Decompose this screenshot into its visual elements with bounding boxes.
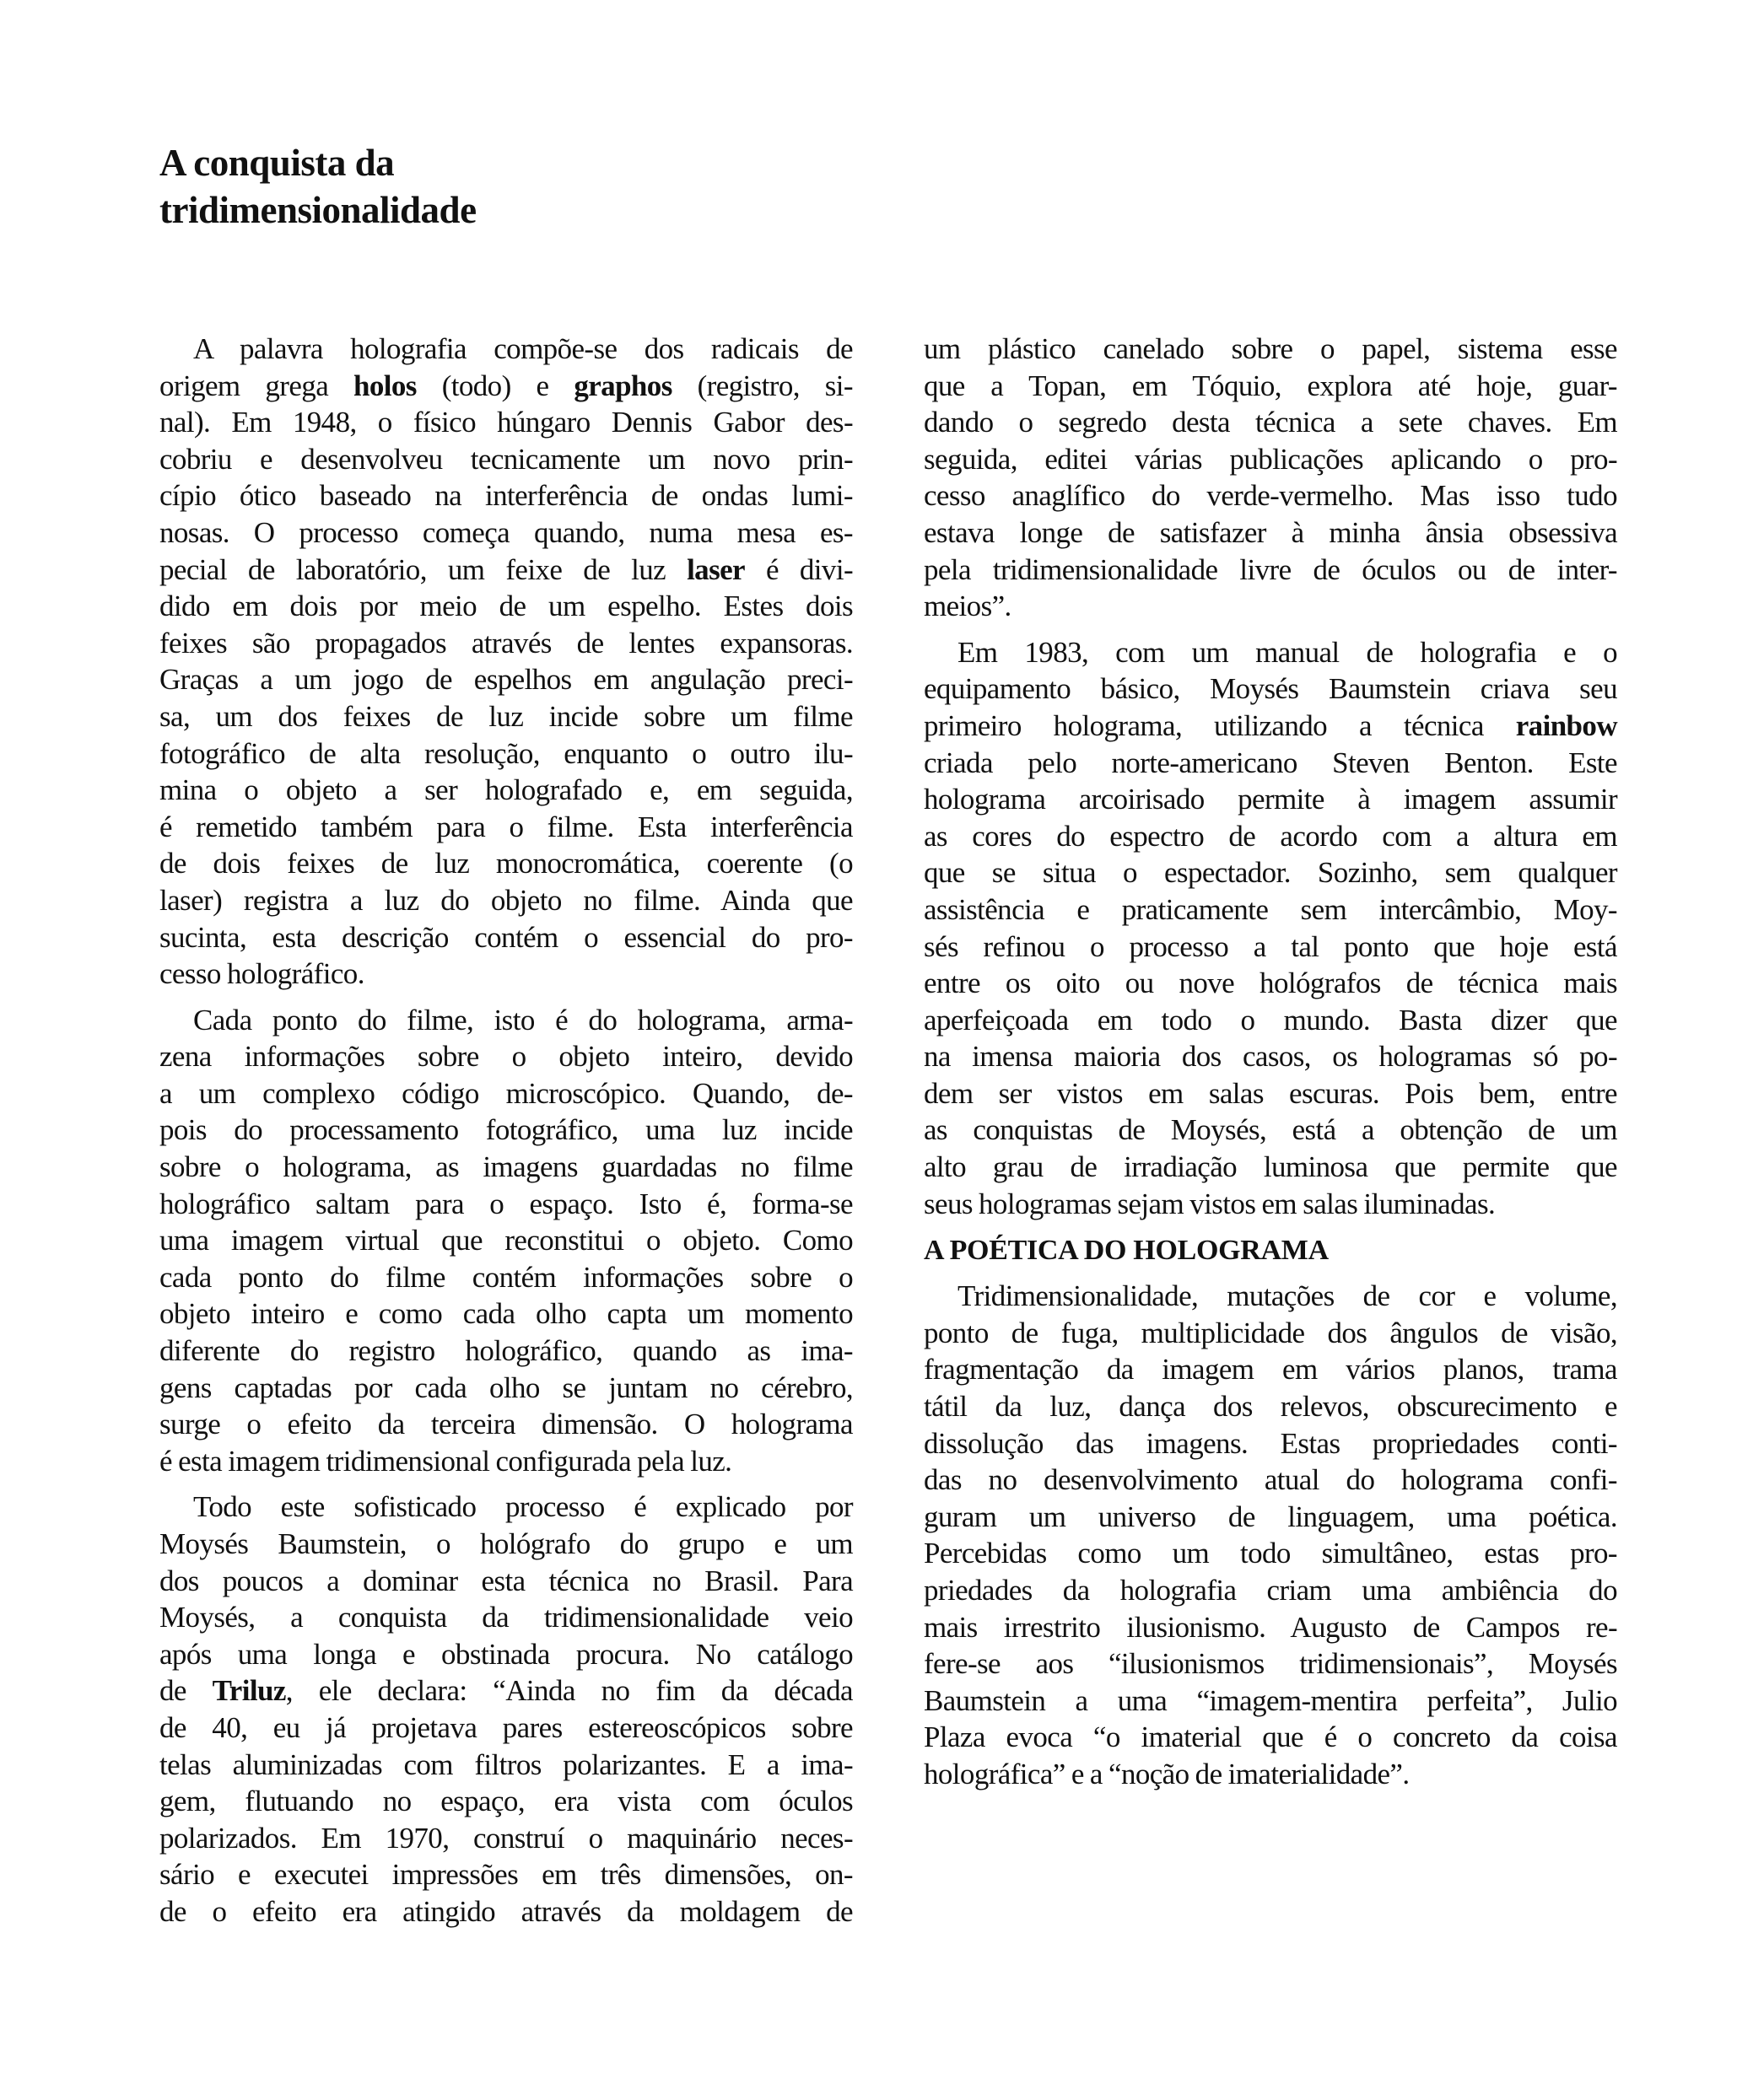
- text-line: Cada ponto do filme, isto é do holograma, arma-: [193, 1003, 853, 1037]
- text-line: sés refinou o processo a tal ponto que hoje está: [924, 929, 1617, 963]
- text-line: uma imagem virtual que reconstitui o objeto. Como: [159, 1224, 853, 1257]
- bold-term: Triluz: [212, 1674, 286, 1708]
- text-line: origem grega holos (todo) e graphos (registro, si-: [159, 369, 853, 402]
- text-line: diferente do registro holográfico, quando as ima-: [159, 1334, 853, 1368]
- text-line: feixes são propagados através de lentes expansoras.: [159, 626, 853, 660]
- text-line: Baumstein a uma “imagem-mentira perfeita”, Julio: [924, 1683, 1617, 1717]
- text-line: dido em dois por meio de um espelho. Estes dois: [159, 590, 853, 623]
- bold-term: rainbow: [1515, 708, 1617, 742]
- text-line: de o efeito era atingido através da moldagem de: [159, 1894, 853, 1928]
- text-line: mina o objeto a ser holografado e, em seguida,: [159, 773, 853, 807]
- text-line: aperfeiçoada em todo o mundo. Basta dizer que: [924, 1003, 1617, 1037]
- text-line: Graças a um jogo de espelhos em angulação preci-: [159, 663, 853, 697]
- text-line: telas aluminizadas com filtros polarizantes. E a ima-: [159, 1747, 853, 1781]
- text-line: objeto inteiro e como cada olho capta um momento: [159, 1297, 853, 1331]
- article-title: [159, 139, 477, 234]
- text-line: a um complexo código microscópico. Quando, de-: [159, 1076, 853, 1110]
- text-line: Percebidas como um todo simultâneo, estas pro-: [924, 1537, 1617, 1570]
- text-line: gem, flutuando no espaço, era vista com óculos: [159, 1785, 853, 1818]
- left-column: [159, 331, 853, 1940]
- text-line: as conquistas de Moysés, está a obtenção de um: [924, 1113, 1617, 1147]
- text-line: pois do processamento fotográfico, uma luz incide: [159, 1113, 853, 1147]
- text-line: nal). Em 1948, o físico húngaro Dennis Gabor des-: [159, 406, 853, 439]
- text-line: Todo este sofisticado processo é explicado por: [193, 1490, 853, 1524]
- text-line: fere-se aos “ilusionismos tridimensionais”, Moysés: [924, 1647, 1617, 1681]
- text-line: estava longe de satisfazer à minha ânsia obsessiva: [924, 515, 1617, 549]
- text-line: fragmentação da imagem em vários planos, trama: [924, 1353, 1617, 1387]
- text-line: de 40, eu já projetava pares estereoscópicos sobre: [159, 1710, 853, 1744]
- text-line: dem ser vistos em salas escuras. Pois bem, entre: [924, 1076, 1617, 1110]
- text-line: mais irrestrito ilusionismo. Augusto de Campos re-: [924, 1610, 1617, 1644]
- text-line: holograma arcoirisado permite à imagem assumir: [924, 783, 1617, 816]
- text-line: guram um universo de linguagem, uma poética.: [924, 1500, 1617, 1533]
- text-line: cobriu e desenvolveu tecnicamente um novo prin-: [159, 442, 853, 476]
- text-line: alto grau de irradiação luminosa que permite que: [924, 1150, 1617, 1184]
- body-paragraph: [159, 331, 853, 993]
- text-line: Moysés Baumstein, o hológrafo do grupo e um: [159, 1527, 853, 1560]
- text-line: após uma longa e obstinada procura. No catálogo: [159, 1637, 853, 1671]
- text-line: holográfica” e a “noção de imaterialidade”.: [924, 1757, 1410, 1790]
- section-heading: A POÉTICA DO HOLOGRAMA: [924, 1235, 1329, 1267]
- text-line: zena informações sobre o objeto inteiro, devido: [159, 1040, 853, 1074]
- body-paragraph: [159, 1489, 853, 1930]
- text-line: as cores do espectro de acordo com a altura em: [924, 819, 1617, 853]
- text-line: sário e executei impressões em três dimensões, on-: [159, 1858, 853, 1892]
- text-line: das no desenvolvimento atual do holograma confi-: [924, 1463, 1617, 1497]
- text-line: criada pelo norte-americano Steven Benton. Este: [924, 746, 1617, 779]
- text-line: na imensa maioria dos casos, os hologramas só po-: [924, 1040, 1617, 1074]
- text-line: Em 1983, com um manual de holografia e o: [957, 635, 1617, 669]
- text-line: meios”.: [924, 590, 1011, 623]
- text-line: é remetido também para o filme. Esta interferência: [159, 810, 853, 843]
- text-line: sobre o holograma, as imagens guardadas no filme: [159, 1150, 853, 1184]
- text-line: seus hologramas sejam vistos em salas iluminadas.: [924, 1187, 1496, 1220]
- text-line: polarizados. Em 1970, construí o maquinário neces-: [159, 1821, 853, 1855]
- text-line: gens captadas por cada olho se juntam no cérebro,: [159, 1370, 853, 1404]
- body-paragraph: [924, 634, 1617, 1223]
- text-line: surge o efeito da terceira dimensão. O holograma: [159, 1408, 853, 1441]
- text-line: fotográfico de alta resolução, enquanto o outro ilu-: [159, 736, 853, 770]
- bold-term: laser: [687, 552, 745, 586]
- right-column: [924, 331, 1617, 1802]
- text-line: assistência e praticamente sem intercâmbio, Moy-: [924, 892, 1617, 926]
- text-line: nosas. O processo começa quando, numa mesa es-: [159, 515, 853, 549]
- body-paragraph: [924, 1278, 1617, 1792]
- text-line: dissolução das imagens. Estas propriedades conti-: [924, 1426, 1617, 1460]
- text-line: Plaza evoca “o imaterial que é o concreto da coisa: [924, 1720, 1617, 1754]
- article-title-line-1: A conquista da: [159, 142, 395, 184]
- bold-term: holos: [353, 369, 417, 402]
- body-paragraph: [159, 1002, 853, 1480]
- text-line: pela tridimensionalidade livre de óculos ou de inter-: [924, 552, 1617, 586]
- text-line: A palavra holografia compõe-se dos radicais de: [193, 332, 853, 365]
- text-line: holográfico saltam para o espaço. Isto é, forma-se: [159, 1187, 853, 1220]
- body-paragraph: [924, 331, 1617, 625]
- text-line: laser) registra a luz do objeto no filme. Ainda que: [159, 883, 853, 917]
- text-line: de Triluz, ele declara: “Ainda no fim da década: [159, 1674, 853, 1708]
- text-line: seguida, editei várias publicações aplicando o pro-: [924, 442, 1617, 476]
- text-line: sa, um dos feixes de luz incide sobre um filme: [159, 699, 853, 733]
- text-line: que se situa o espectador. Sozinho, sem qualquer: [924, 856, 1617, 890]
- text-line: de dois feixes de luz monocromática, coerente (o: [159, 847, 853, 880]
- text-line: sucinta, esta descrição contém o essencial do pro-: [159, 920, 853, 954]
- text-line: dando o segredo desta técnica a sete chaves. Em: [924, 406, 1617, 439]
- text-line: um plástico canelado sobre o papel, sistema esse: [924, 332, 1617, 365]
- article-title-line-2: tridimensionalidade: [159, 189, 477, 231]
- text-line: ponto de fuga, multiplicidade dos ângulos de visão,: [924, 1316, 1617, 1349]
- text-line: dos poucos a dominar esta técnica no Brasil. Para: [159, 1564, 853, 1597]
- text-line: priedades da holografia criam uma ambiência do: [924, 1574, 1617, 1607]
- bold-term: graphos: [574, 369, 672, 402]
- text-line: primeiro holograma, utilizando a técnica rainbow: [924, 708, 1617, 742]
- text-line: cesso anaglífico do verde-vermelho. Mas isso tudo: [924, 479, 1617, 513]
- text-line: cesso holográfico.: [159, 957, 364, 991]
- text-line: equipamento básico, Moysés Baumstein criava seu: [924, 672, 1617, 706]
- text-line: Tridimensionalidade, mutações de cor e volume,: [957, 1279, 1617, 1313]
- text-line: cípio ótico baseado na interferência de ondas lumi-: [159, 479, 853, 513]
- text-line: é esta imagem tridimensional configurada pela luz.: [159, 1444, 732, 1478]
- text-line: Moysés, a conquista da tridimensionalidade veio: [159, 1601, 853, 1634]
- text-line: entre os oito ou nove hológrafos de técnica mais: [924, 967, 1617, 1000]
- text-line: pecial de laboratório, um feixe de luz laser é divi-: [159, 552, 853, 586]
- text-line: que a Topan, em Tóquio, explora até hoje, guar-: [924, 369, 1617, 402]
- text-line: tátil da luz, dança dos relevos, obscurecimento e: [924, 1390, 1617, 1424]
- text-line: cada ponto do filme contém informações sobre o: [159, 1260, 853, 1294]
